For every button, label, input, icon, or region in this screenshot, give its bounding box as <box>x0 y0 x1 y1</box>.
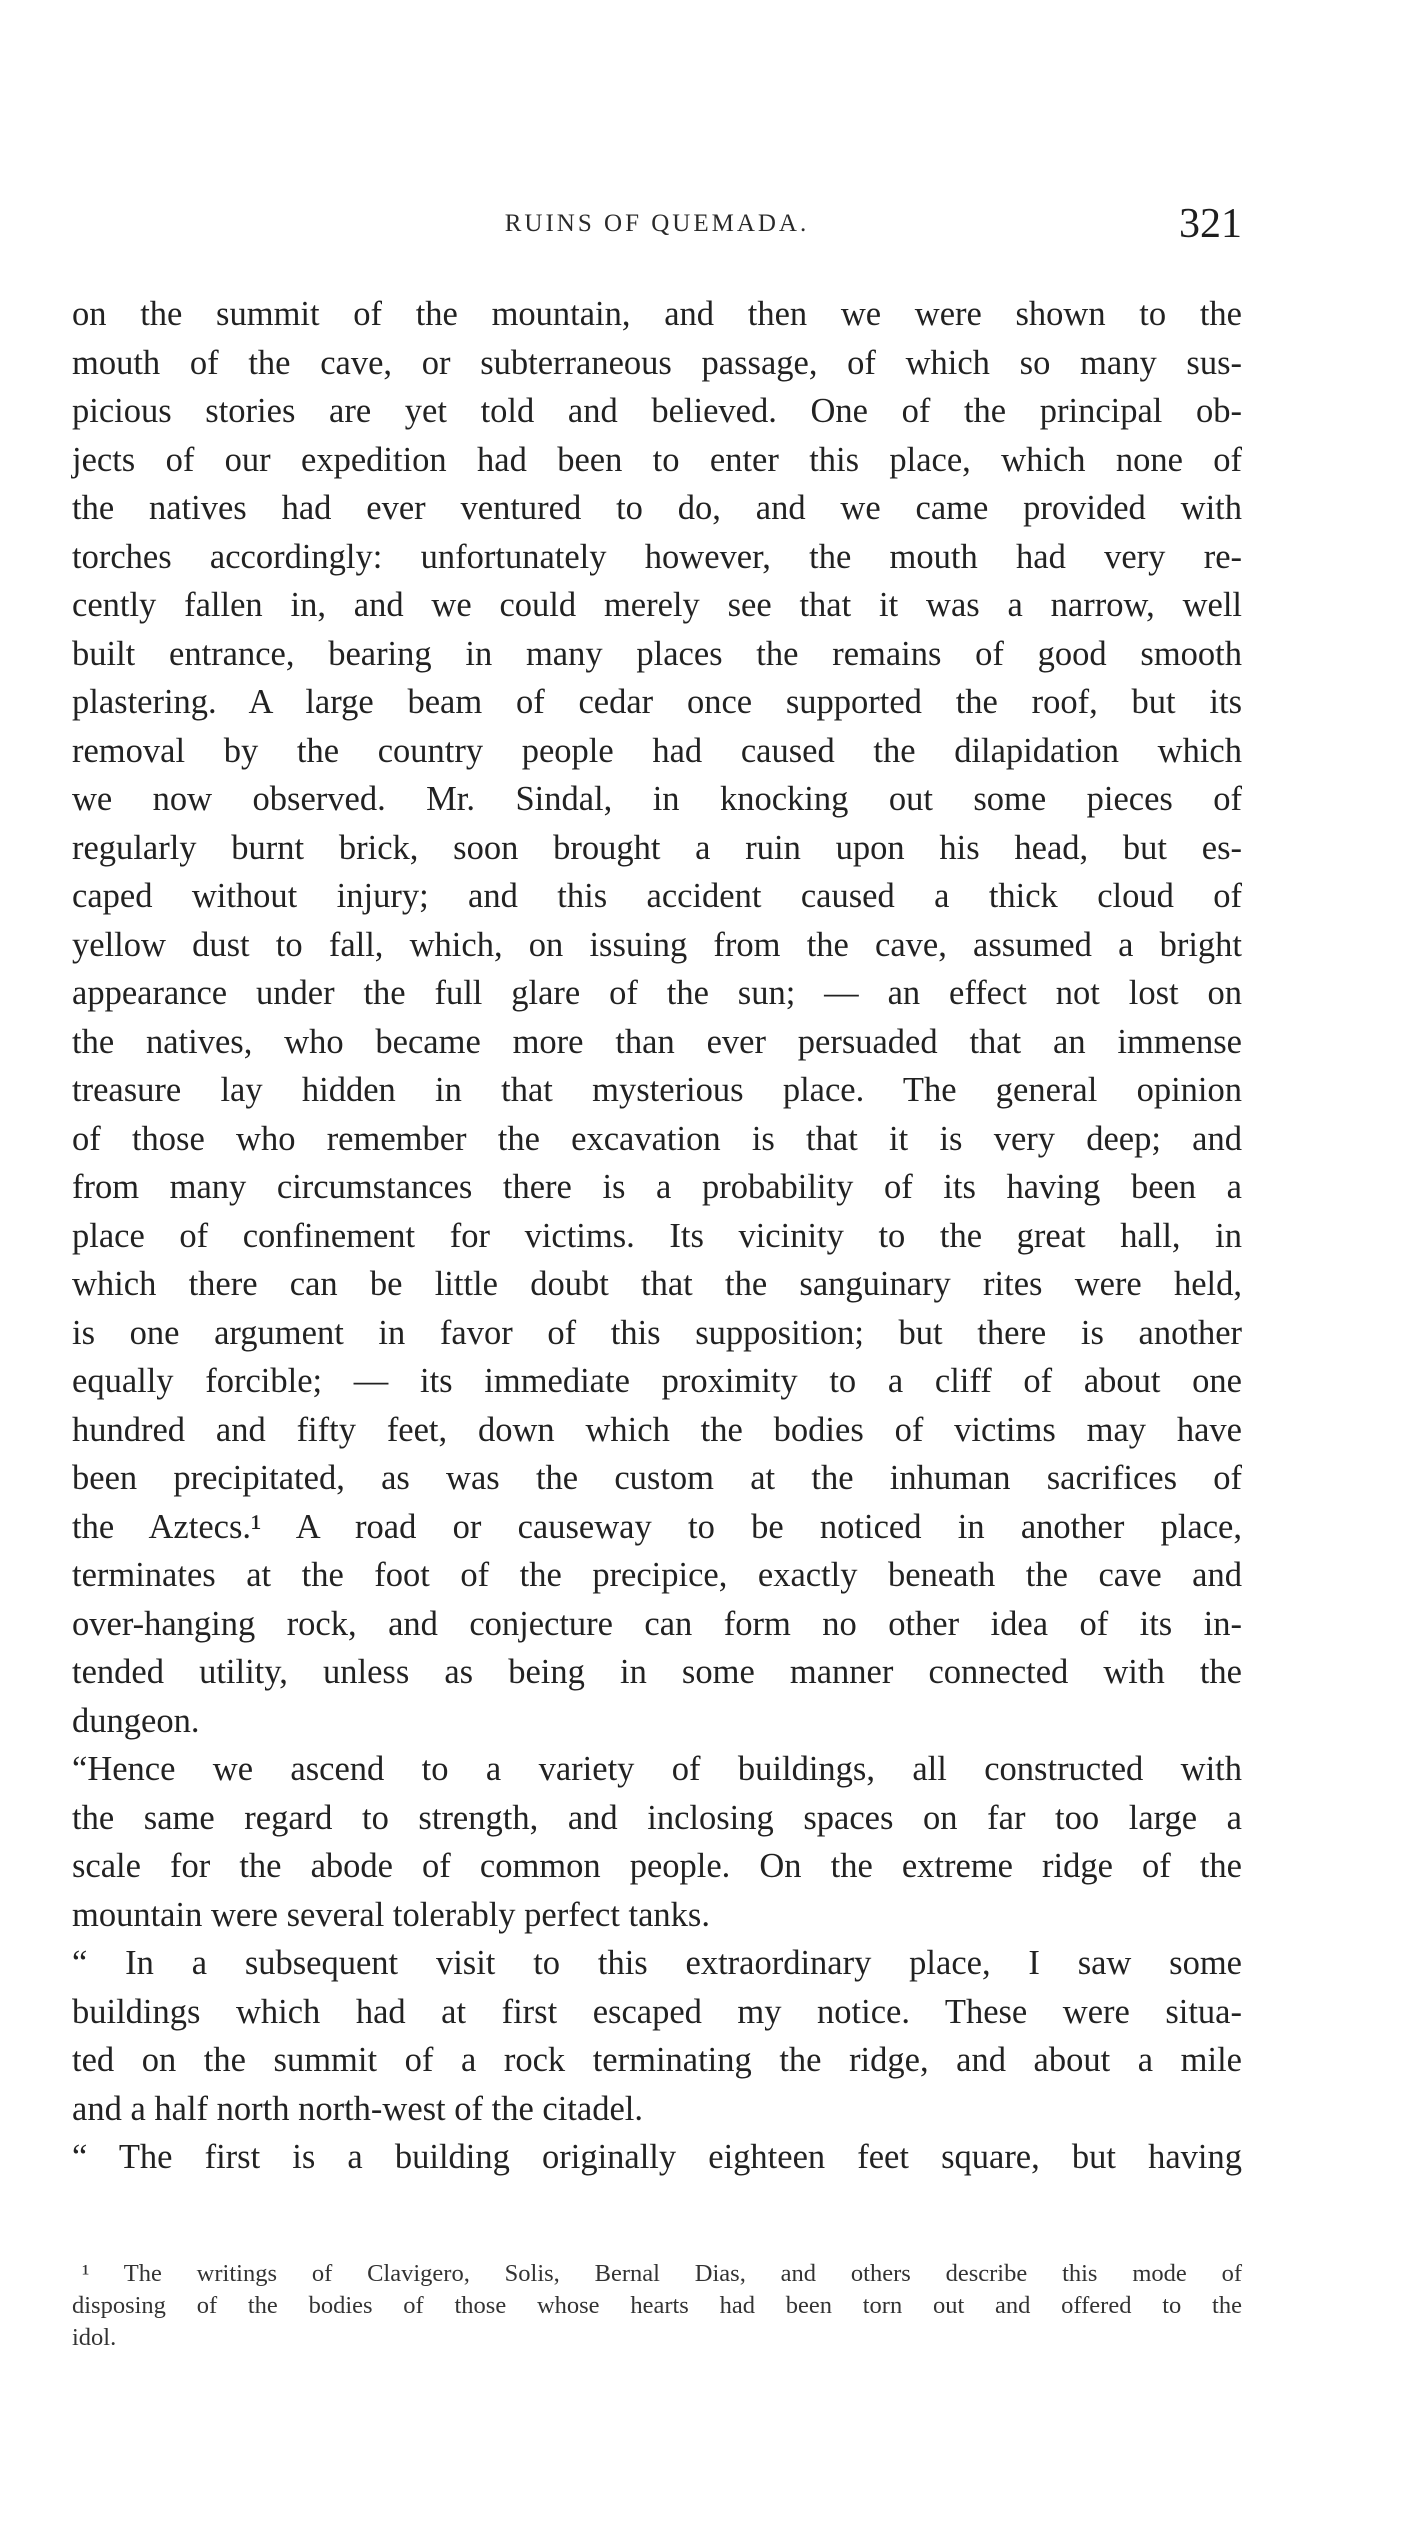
body-line: yellow dust to fall, which, on issuing from the cave, assumed a bright <box>72 925 1242 964</box>
body-line: “ In a subsequent visit to this extraordinary place, I saw some <box>72 1944 1242 1982</box>
body-line: we now observed. Mr. Sindal, in knocking out some pieces of <box>72 780 1242 818</box>
body-line: appearance under the full glare of the sun; — an effect not lost on <box>72 974 1242 1012</box>
body-line: removal by the country people had caused the dilapidation which <box>72 731 1242 770</box>
body-line: over-hanging rock, and conjecture can form no other idea of its in- <box>72 1604 1242 1643</box>
body-line: ted on the summit of a rock terminating the ridge, and about a mile <box>72 2041 1242 2079</box>
footnote-line: ¹ The writings of Clavigero, Solis, Bernal Dias, and others describe this mode of <box>82 2260 1242 2287</box>
body-line: on the summit of the mountain, and then we were shown to the <box>72 295 1242 333</box>
body-line: jects of our expedition had been to enter this place, which none of <box>72 440 1242 479</box>
body-line: dungeon. <box>72 1701 200 1740</box>
body-line: hundred and fifty feet, down which the bodies of victims may have <box>72 1410 1242 1449</box>
body-line: plastering. A large beam of cedar once supported the roof, but its <box>72 683 1242 721</box>
body-line: “ The first is a building originally eighteen feet square, but having <box>72 2138 1242 2176</box>
body-line: caped without injury; and this accident caused a thick cloud of <box>72 877 1242 915</box>
page-header <box>72 200 1242 250</box>
body-line: mountain were several tolerably perfect tanks. <box>72 1895 710 1934</box>
body-line: the natives, who became more than ever persuaded that an immense <box>72 1022 1242 1061</box>
body-line: built entrance, bearing in many places the remains of good smooth <box>72 634 1242 673</box>
body-line: “Hence we ascend to a variety of buildings, all constructed with <box>72 1750 1242 1788</box>
body-line: regularly burnt brick, soon brought a ruin upon his head, but es- <box>72 828 1242 867</box>
body-line: which there can be little doubt that the sanguinary rites were held, <box>72 1265 1242 1303</box>
body-line: been precipitated, as was the custom at the inhuman sacrifices of <box>72 1459 1242 1497</box>
body-line: cently fallen in, and we could merely see that it was a narrow, well <box>72 586 1242 624</box>
body-line: treasure lay hidden in that mysterious place. The general opinion <box>72 1071 1242 1109</box>
body-line: the same regard to strength, and inclosing spaces on far too large a <box>72 1798 1242 1837</box>
footnotes <box>72 2258 1242 2354</box>
body-line: terminates at the foot of the precipice, exactly beneath the cave and <box>72 1556 1242 1594</box>
body-line: the Aztecs.¹ A road or causeway to be noticed in another place, <box>72 1507 1242 1546</box>
body-line: mouth of the cave, or subterraneous passage, of which so many sus- <box>72 343 1242 382</box>
body-line: picious stories are yet told and believed. One of the principal ob- <box>72 392 1242 430</box>
body-line: and a half north north-west of the citadel. <box>72 2089 643 2128</box>
page-number: 321 <box>1179 201 1242 247</box>
footnote-line: disposing of the bodies of those whose hearts had been torn out and offered to the <box>72 2292 1242 2319</box>
body-line: of those who remember the excavation is that it is very deep; and <box>72 1119 1242 1158</box>
body-line: torches accordingly: unfortunately however, the mouth had very re- <box>72 537 1242 576</box>
body-line: the natives had ever ventured to do, and we came provided with <box>72 489 1242 527</box>
body-line: from many circumstances there is a probability of its having been a <box>72 1168 1242 1206</box>
body-line: tended utility, unless as being in some manner connected with the <box>72 1653 1242 1691</box>
body-line: buildings which had at first escaped my notice. These were situa- <box>72 1992 1242 2031</box>
body-line: place of confinement for victims. Its vicinity to the great hall, in <box>72 1216 1242 1255</box>
body-line: equally forcible; — its immediate proximity to a cliff of about one <box>72 1362 1242 1400</box>
body-text <box>72 290 1242 2182</box>
body-line: is one argument in favor of this supposition; but there is another <box>72 1313 1242 1352</box>
body-line: scale for the abode of common people. On the extreme ridge of the <box>72 1847 1242 1885</box>
running-head: RUINS OF QUEMADA. <box>504 210 810 237</box>
footnote-line: idol. <box>72 2324 117 2351</box>
